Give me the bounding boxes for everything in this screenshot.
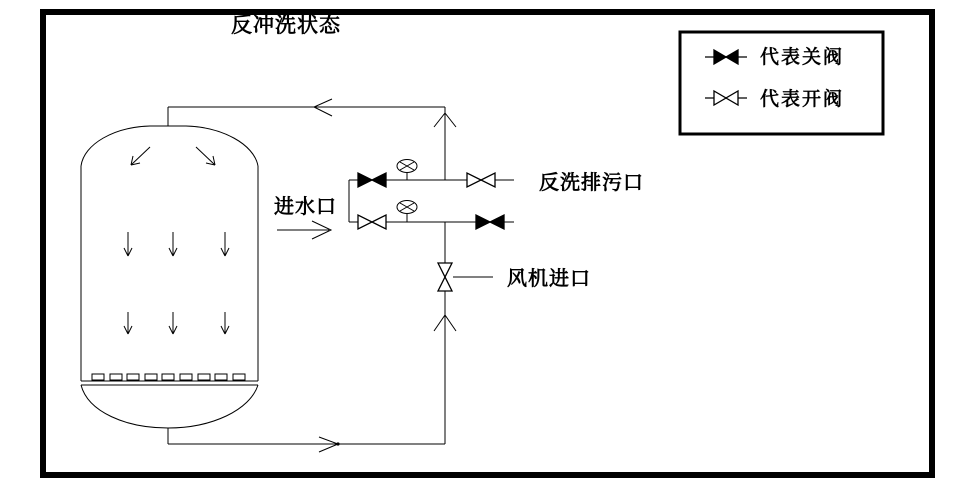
- gauge-icon: [397, 201, 417, 223]
- gauges: [397, 160, 417, 223]
- legend-closed-valve-label: 代表关阀: [760, 46, 845, 68]
- tank-nozzle-row: [92, 374, 245, 380]
- legend-closed-valve-icon: [705, 50, 747, 64]
- piping: [168, 99, 514, 452]
- backwash-drain-label: 反洗排污口: [539, 170, 644, 194]
- diagonal-down-left-arrow: [131, 147, 150, 165]
- valves: [358, 173, 504, 291]
- legend-open-valve-label: 代表开阀: [760, 88, 845, 110]
- down-arrow: [221, 312, 229, 334]
- diagonal-down-right-arrow: [196, 147, 215, 165]
- filter-tank: [81, 126, 258, 428]
- drain-line-left-valve-closed: [358, 173, 386, 187]
- water-inlet-label: 进水口: [274, 194, 337, 218]
- arrow-tip-dot: [336, 442, 339, 445]
- down-arrow: [221, 232, 229, 256]
- down-arrow: [124, 312, 132, 334]
- gauge-icon: [397, 160, 417, 181]
- legend-open-valve-icon: [705, 91, 747, 105]
- fan-inlet-label: 风机进口: [507, 266, 591, 290]
- down-arrow: [169, 312, 177, 334]
- tank-bottom-dome: [81, 385, 258, 428]
- fan-inlet-valve-open: [438, 263, 452, 291]
- drain-line-right-valve-open: [467, 173, 495, 187]
- inlet-line-right-valve-closed: [476, 215, 504, 229]
- down-arrow: [124, 232, 132, 256]
- tank-top-dome: [81, 126, 258, 166]
- diagram-title: 反冲洗状态: [231, 13, 341, 37]
- outer-frame: [43, 12, 932, 475]
- tank-flow-arrows: [124, 147, 229, 334]
- down-arrow: [169, 232, 177, 256]
- inlet-line-left-valve-open: [358, 215, 386, 229]
